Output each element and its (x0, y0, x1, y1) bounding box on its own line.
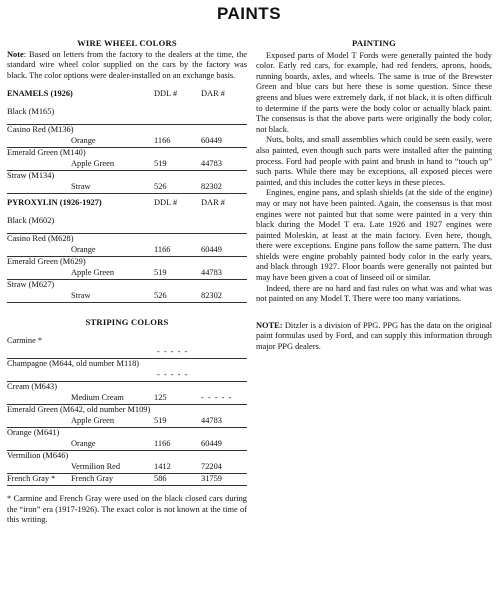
ddl-value: 526 (154, 182, 167, 192)
table-row (7, 474, 247, 485)
ditzler-name: Apple Green (71, 159, 115, 169)
dar-value: - - - - - (157, 369, 189, 379)
table-row (7, 428, 247, 439)
ditzler-name: Apple Green (71, 268, 115, 278)
table-row (7, 182, 247, 193)
table-row (7, 136, 247, 147)
ddl-value: 519 (154, 159, 167, 169)
table-row (7, 268, 247, 279)
dar-value: 60449 (201, 136, 222, 146)
note-label: Note (7, 49, 24, 59)
note-label: NOTE: (256, 320, 283, 330)
ditzler-name: Vermilion Red (71, 461, 121, 471)
left-column (7, 38, 247, 526)
table-row (7, 382, 247, 393)
table-row (7, 405, 247, 416)
table-row (7, 393, 247, 404)
ddl-header: DDL # (154, 89, 178, 99)
paragraph: Exposed parts of Model T Fords were generally painted the body color. Early red cars, for example, had red fenders, aprons, hoods, running boards, axles, and wheels. The same is true of the Brewster Green and blue cars but here these is some question. Since these greens and blues were extremely dark, if not black, it is often difficult to determine if the parts were the body color or actually black paint. The consensus is that the above parts were originally the body color, not black. (256, 50, 492, 134)
dar-value: 72204 (201, 461, 222, 471)
dar-value: 44783 (201, 159, 222, 169)
table-row (7, 336, 247, 347)
ditzler-name: Orange (71, 245, 96, 255)
dar-value: 31759 (201, 473, 222, 483)
ditzler-name: Apple Green (71, 415, 115, 425)
table-row (7, 451, 247, 462)
color-name: Straw (M134) (7, 171, 55, 181)
paragraph: Engines, engine pans, and splash shields (at the side of the engine) may or may not have been painted. Again, the consensus is that most engines were not painted but that some were painted in a very thin black during the Model T era. Late 1926 and 1927 engines were painted Moleskin, at least at the main factory. Even here, though, there were exceptions. Engine pans follow the same pattern. The dust shields were engine probably painted body color in the early years, and black through 1927. Floor boards were generally not painted but may have been given a coat of linseed oil or similar. (256, 188, 492, 283)
table-row (7, 107, 247, 118)
ditzler-name: Straw (71, 182, 91, 192)
table-row (7, 347, 247, 358)
painting-body (256, 51, 492, 305)
paragraph: Indeed, there are no hard and fast rules on what was and what was not painted on any Model T. There were too many variations. (256, 283, 492, 304)
color-name: Casino Red (M136) (7, 125, 74, 135)
dar-value: - - - - - (201, 392, 233, 402)
color-name: Straw (M627) (7, 280, 55, 290)
color-name: Emerald Green (M642, old number M109) (7, 404, 151, 414)
color-name: Carmine * (7, 335, 43, 345)
dar-value: 82302 (201, 182, 222, 192)
color-name: Black (M165) (7, 107, 55, 117)
pyroxylin-header (7, 198, 247, 210)
ddl-value: 519 (154, 415, 167, 425)
table-row (7, 416, 247, 427)
ditzler-name: Orange (71, 438, 96, 448)
color-name: Vermilion (M646) (7, 450, 69, 460)
striping-heading: STRIPING COLORS (85, 317, 169, 328)
table-row (7, 370, 247, 381)
page-title: PAINTS (216, 4, 282, 23)
color-name: Emerald Green (M140) (7, 148, 86, 158)
ditzler-name: Straw (71, 291, 91, 301)
table-row (7, 159, 247, 170)
color-name: Emerald Green (M629) (7, 257, 86, 267)
ddl-value: 519 (154, 268, 167, 278)
color-name: Champagne (M644, old number M118) (7, 358, 140, 368)
table-row (7, 148, 247, 159)
ddl-value: 1166 (154, 245, 171, 255)
paragraph: Nuts, bolts, and small assemblies which could be seen easily, were also painted, even though such parts were installed after the painting process. Ford had people with paint and brush in hand to “touch up” such parts. While there may be exceptions, all exposed pieces were painted, and this includes the cotter keys in these pieces. (256, 135, 492, 187)
table-row (7, 245, 247, 256)
dar-value: 44783 (201, 415, 222, 425)
dar-header: DAR # (201, 89, 225, 99)
ditzler-name: Orange (71, 136, 96, 146)
color-name: Cream (M643) (7, 381, 58, 391)
table-row (7, 359, 247, 370)
dar-header: DAR # (201, 198, 225, 208)
table-row (7, 439, 247, 450)
wire-wheel-heading: WIRE WHEEL COLORS (77, 38, 177, 48)
ditzler-name: Medium Cream (71, 392, 124, 402)
note-text: Ditzler is a division of PPG. PPG has the data on the original paint formulas used by Ford, and can supply this information through major PPG dealers. (256, 320, 492, 352)
ddl-value: 125 (154, 392, 167, 402)
divider (7, 485, 247, 486)
dar-value: 60449 (201, 245, 222, 255)
dar-value: 60449 (201, 438, 222, 448)
ddl-value: 1412 (154, 461, 171, 471)
striping-footnote: * Carmine and French Gray were used on the black closed cars during the “iron” era (1917-1926). The exact color is not known at the time of this writing. (7, 493, 247, 525)
color-name: Black (M602) (7, 216, 55, 226)
dar-value: - - - - - (157, 346, 189, 356)
table-row (7, 462, 247, 473)
dar-value: 44783 (201, 268, 222, 278)
color-name: Casino Red (M628) (7, 234, 74, 244)
pyroxylin-title: PYROXYLIN (1926-1927) (7, 198, 102, 208)
ditzler-name: French Gray (71, 473, 114, 483)
enamels-title: ENAMELS (1926) (7, 89, 73, 99)
ddl-value: 1166 (154, 136, 171, 146)
table-row (7, 257, 247, 268)
ditzler-note (256, 321, 492, 353)
note-text: : Based on letters from the factory to the dealers at the time, the standard wire wheel color supplied on the cars by the factory was black. The color options were dealer-installed on an exchange basis. (7, 49, 247, 80)
ddl-value: 526 (154, 291, 167, 301)
wire-wheel-note (7, 50, 247, 82)
table-row (7, 125, 247, 136)
divider (7, 302, 247, 303)
color-name: Orange (M641) (7, 427, 60, 437)
dar-value: 82302 (201, 291, 222, 301)
ddl-value: 1166 (154, 438, 171, 448)
divider (7, 193, 247, 194)
table-row (7, 291, 247, 302)
table-row (7, 234, 247, 245)
color-name: French Gray * (7, 473, 56, 483)
table-row (7, 280, 247, 291)
table-row (7, 216, 247, 227)
enamels-header (7, 89, 247, 101)
ddl-value: 586 (154, 473, 167, 483)
right-column (256, 38, 492, 353)
ddl-header: DDL # (154, 198, 178, 208)
painting-heading: PAINTING (352, 38, 396, 48)
table-row (7, 171, 247, 182)
